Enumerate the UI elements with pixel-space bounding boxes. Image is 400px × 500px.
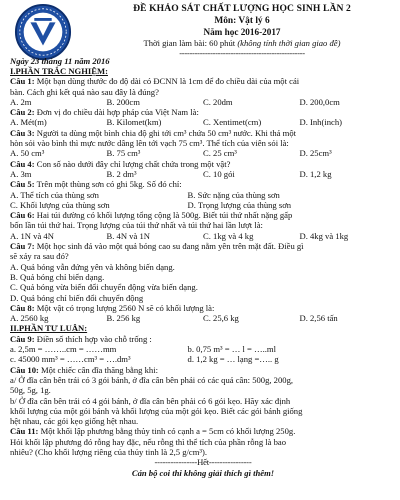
option: A. 50 cm³ (10, 148, 45, 159)
fill-item: c. 45000 mm³ = ……cm³ = ….dm³ (10, 354, 131, 365)
option: B. Kilomet(km) (106, 117, 162, 128)
question-7-cont: sẽ xảy ra sau đó? (10, 251, 69, 262)
option: D. Trọng lượng của thùng sơn (187, 199, 292, 210)
question-2: Câu 2: Đơn vị đo chiều dài hợp pháp của Việt Nam là: (10, 107, 199, 118)
question-6: Câu 6: Hai túi đường có khối lượng tổng cộng là 500g. Biết túi thứ nhất nặng gấp (10, 210, 293, 221)
option: D. 2,56 tấn (299, 313, 338, 324)
exam-content (10, 66, 396, 478)
question-3-options (10, 148, 396, 158)
header-divider: ------------------------------------------------- (179, 48, 305, 58)
question-4-options (10, 169, 396, 179)
option: B. 2 dm³ (106, 168, 137, 179)
school-year: Năm học 2016-2017 (203, 27, 281, 37)
option: D. 25cm³ (299, 148, 332, 159)
question-9-row1 (10, 344, 396, 354)
option: A. Mét(m) (10, 117, 47, 128)
option: A. 1N và 4N (10, 230, 54, 241)
question-8: Câu 8: Một vật có trọng lượng 2560 N sẽ có khối lượng là: (10, 302, 215, 313)
section-essay: II.PHẦN TỰ LUẬN: (10, 323, 88, 334)
question-2-options (10, 117, 396, 127)
question-1-options (10, 97, 396, 107)
fill-item: a. 2,5m = ……..cm = ……mm (10, 344, 117, 355)
question-7: Câu 7: Một học sinh đá vào một quả bóng cao su đang nằm yên trên mặt đất. Điều gì (10, 241, 304, 252)
option: A. 2m (10, 96, 32, 107)
question-4: Câu 4: Con số nào dưới đây chỉ lượng chất chứa trong một vật? (10, 158, 231, 169)
option: C. 10 gói (203, 168, 235, 179)
exam-subject: Môn: Vật lý 6 (214, 16, 270, 26)
question-9: Câu 9: Điền số thích hợp vào chỗ trống : (10, 333, 152, 344)
option: D. Quả bóng chỉ biến đổi chuyển động (10, 292, 144, 303)
exam-date: Ngày 23 tháng 11 năm 2016 (10, 56, 110, 66)
option: A. Thể tích của thùng sơn (10, 189, 99, 200)
end-marker: ----------------Hết---------------- (154, 457, 252, 468)
proctor-note: Cán bộ coi thi không giải thích gì thêm! (131, 467, 275, 478)
option: B. 4N và 1N (106, 230, 150, 241)
question-3: Câu 3: Người ta dùng một bình chia độ ghi tới cm³ chứa 50 cm³ nước. Khi thả một (10, 127, 297, 138)
question-6-options (10, 231, 396, 241)
option: C. 20dm (203, 96, 233, 107)
section-multiple-choice: I.PHẦN TRẮC NGHIỆM: (10, 66, 108, 76)
option: B. 256 kg (106, 313, 141, 324)
option: B. Quả bóng chỉ biến dạng. (10, 271, 105, 282)
option: A. 2560 kg (10, 313, 49, 324)
question-11: Câu 11: Một khối lập phương bằng thủy tinh có cạnh a = 5cm có khối lượng 250g. (10, 426, 296, 437)
question-9-row2 (10, 354, 396, 364)
question-5: Câu 5: Trên một thùng sơn có ghi 5kg. Số đó chỉ: (10, 179, 182, 190)
option: D. 1,2 kg (299, 168, 332, 179)
option: C. 1kg và 4 kg (203, 230, 254, 241)
option: D. 200,0cm (299, 96, 340, 107)
exam-title: ĐỀ KHẢO SÁT CHẤT LƯỢNG HỌC SINH LẦN 2 (133, 3, 351, 14)
fill-item: d. 1,2 kg = … lạng =….. g (187, 354, 279, 365)
option: C. 25,6 kg (203, 313, 239, 324)
option: A. 3m (10, 168, 32, 179)
option: C. Khối lượng của thùng sơn (10, 199, 110, 210)
fill-item: b. 0,75 m³ = … l = …..ml (187, 344, 276, 355)
question-11-line: nhiêu? (Cho khối lượng riêng của thủy tinh là 2,5 g/cm³). (10, 446, 207, 457)
question-10-line: a/ Ở đĩa cân bên trái có 3 gói bánh, ở đĩa cân bên phải có các quả cân: 500g, 200g, (10, 374, 294, 385)
question-5-options-cd (10, 200, 396, 210)
question-10-line: hệt nhau, các gói kẹo giống hệt nhau. (10, 416, 139, 427)
exam-time: Thời gian làm bài: 60 phút (không tính thời gian giao đề) (143, 38, 341, 48)
option: C. Xentimet(cm) (203, 117, 262, 128)
option: D. 4kg và 1kg (299, 230, 349, 241)
question-1: Câu 1: Một bạn dùng thước đo độ dài có ĐCNN là 1cm để đo chiều dài của một cái (10, 76, 300, 87)
option: C. Quả bóng vừa biến đổi chuyển động vừa biến dạng. (10, 282, 198, 293)
option: B. 200cm (106, 96, 140, 107)
question-5-options-ab (10, 190, 396, 200)
question-6-cont: bốn lần túi thứ hai. Trọng lượng của túi thứ nhất và túi thứ hai lần lượt là: (10, 220, 263, 231)
question-8-options (10, 313, 396, 323)
question-1-cont: bàn. Cách ghi kết quả nào sau đây là đúng? (10, 86, 159, 97)
option: A. Quả bóng vẫn đứng yên và không biến dạng. (10, 261, 175, 272)
school-logo (14, 3, 72, 61)
question-10-line: 50g, 5g, 1g. (10, 385, 51, 396)
option: C. 25 cm³ (203, 148, 237, 159)
question-11-line: Hỏi khối lập phương đó rỗng hay đặc, nếu rỗng thì thể tích của phần rỗng là bao (10, 436, 287, 447)
question-10-line: khối lượng của một gói bánh và khối lượng của một gói kẹo. Biết các gói bánh giống (10, 405, 303, 416)
question-10: Câu 10: Một chiếc cân đĩa thăng bằng khi: (10, 364, 158, 375)
option: B. Sức nặng của thùng sơn (187, 189, 280, 200)
question-3-cont: hòn sỏi vào bình thì mực nước dâng lên tới vạch 75 cm³. Thể tích của viên sỏi là: (10, 138, 289, 149)
option: D. Inh(inch) (299, 117, 342, 128)
question-10-line: b/ Ở đĩa cân bên trái có 4 gói bánh, ở đĩa cân bên phải có 6 gói kẹo. Hãy xác định (10, 395, 291, 406)
option: B. 75 cm³ (106, 148, 141, 159)
